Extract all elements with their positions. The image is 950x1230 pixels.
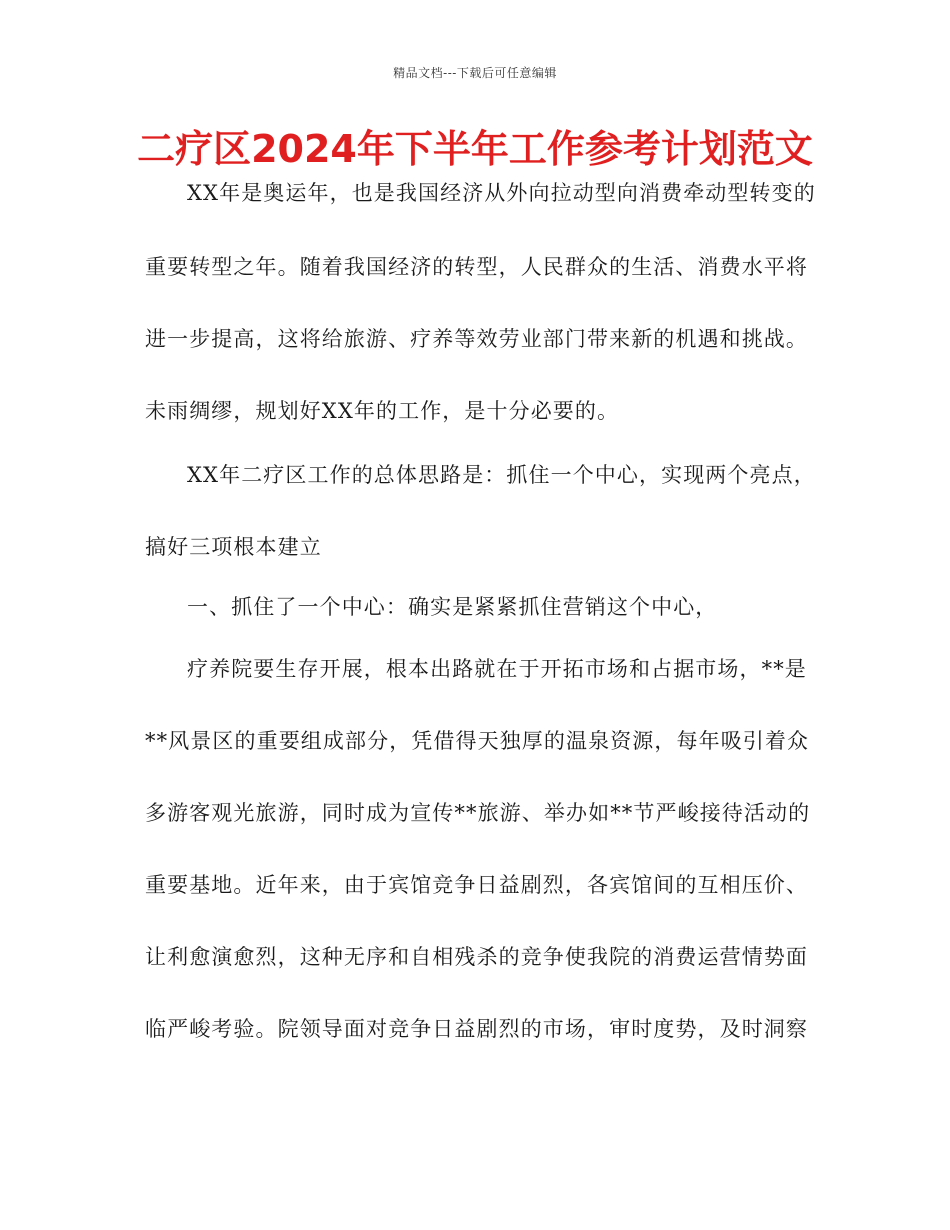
body-line: 重要基地。近年来，由于宾馆竞争日益剧烈，各宾馆间的互相压价、 <box>145 873 808 897</box>
body-line: 重要转型之年。随着我国经济的转型，人民群众的生活、消费水平将 <box>145 255 808 279</box>
header-note: 精品文档---下载后可任意编辑 <box>393 66 557 80</box>
body-line: 进一步提高，这将给旅游、疗养等效劳业部门带来新的机遇和挑战。 <box>145 327 808 351</box>
body-line: **风景区的重要组成部分，凭借得天独厚的温泉资源，每年吸引着众 <box>145 729 810 753</box>
body-line: 一、抓住了一个中心：确实是紧紧抓住营销这个中心， <box>187 595 718 619</box>
body-line: 疗养院要生存开展，根本出路就在于开拓市场和占据市场，**是 <box>187 657 807 681</box>
body-line: XX年是奥运年，也是我国经济从外向拉动型向消费牵动型转变的 <box>187 181 816 205</box>
body-line: 未雨绸缪，规划好XX年的工作，是十分必要的。 <box>145 399 620 423</box>
body-line: 多游客观光旅游，同时成为宣传**旅游、举办如**节严峻接待活动的 <box>145 801 811 825</box>
document-title: 二疗区2024年下半年工作参考计划范文 <box>137 127 813 171</box>
body-line: 让利愈演愈烈，这种无序和自相残杀的竞争使我院的消费运营情势面 <box>145 945 808 969</box>
body-line: 临严峻考验。院领导面对竞争日益剧烈的市场，审时度势，及时洞察 <box>145 1017 808 1041</box>
body-line: XX年二疗区工作的总体思路是：抓住一个中心，实现两个亮点， <box>187 463 816 487</box>
body-line: 搞好三项根本建立 <box>145 535 322 559</box>
